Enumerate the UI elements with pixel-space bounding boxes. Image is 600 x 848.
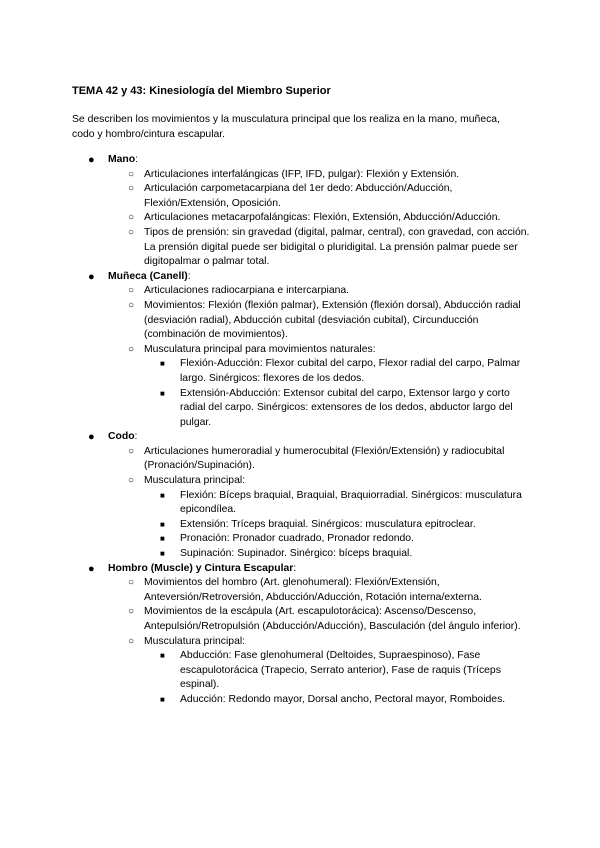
bullet-circle-icon: ○ (128, 299, 135, 311)
nested-item (144, 693, 532, 708)
bullet-square-icon: ■ (160, 651, 165, 661)
bullet-square-icon: ■ (160, 534, 165, 544)
nested-item-text: Abducción: Fase glenohumeral (Deltoides, Supraespinoso), Fase escapulotorácica (Trapecio, Serrato anterior), Fase de raquis (Tríceps espinal). (180, 650, 501, 691)
nested-item (144, 547, 532, 562)
nested-item-text: Extensión-Abducción: Extensor cubital del carpo, Extensor largo y corto radial del carpo. Sinérgicos: extensores de los dedos, abductor largo del pulgar. (180, 387, 513, 428)
bullet-circle-icon: ○ (128, 606, 135, 618)
intro-paragraph: Se describen los movimientos y la musculatura principal que los realiza en la mano, muñeca, codo y hombro/cintura escapular. (72, 114, 500, 140)
bullet-square-icon: ■ (160, 359, 165, 369)
section-sublist (108, 445, 532, 562)
bullet-disc-icon: ● (88, 562, 95, 575)
list-item-text: Movimientos: Flexión (flexión palmar), Extensión (flexión dorsal), Abducción radial (desviación radial), Abducción cubital (desviación cubital), Circunducción (combinación de movimientos). (144, 299, 521, 341)
list-item (108, 226, 532, 270)
bullet-square-icon: ■ (160, 519, 165, 529)
nested-item-text: Pronación: Pronador cuadrado, Pronador redondo. (180, 533, 414, 545)
list-item-text: Articulaciones interfalángicas (IFP, IFD, pulgar): Flexión y Extensión. (144, 168, 460, 180)
bullet-circle-icon: ○ (128, 635, 135, 647)
list-item-text: Articulaciones humeroradial y humerocubital (Flexión/Extensión) y radiocubital (Pronación/Supinación). (144, 445, 505, 472)
section-sublist (108, 168, 532, 270)
page-title: TEMA 42 y 43: Kinesiología del Miembro Superior (72, 85, 331, 97)
section-heading: Codo (108, 431, 135, 443)
list-item-text: Tipos de prensión: sin gravedad (digital, palmar, central), con gravedad, con acción. La prensión digital puede ser bidigital o pluridigital. La prensión palmar puede ser digitopalmar o palmar total. (144, 226, 530, 268)
list-item (108, 605, 532, 634)
bullet-circle-icon: ○ (128, 577, 135, 589)
nested-item (144, 357, 532, 386)
nested-item-text: Supinación: Supinador. Sinérgico: bíceps braquial. (180, 548, 413, 560)
nested-item-text: Aducción: Redondo mayor, Dorsal ancho, Pectoral mayor, Romboides. (180, 693, 506, 705)
bullet-disc-icon: ● (88, 431, 95, 444)
nested-sublist (144, 489, 532, 562)
bullet-circle-icon: ○ (128, 168, 135, 180)
list-item (108, 284, 532, 299)
section-sublist (108, 576, 532, 707)
list-item-text: Musculatura principal: (144, 475, 246, 487)
outline-list (72, 153, 532, 708)
nested-item-text: Flexión: Bíceps braquial, Braquial, Braquiorradial. Sinérgicos: musculatura epicondílea. (180, 489, 522, 516)
nested-item-text: Extensión: Tríceps braquial. Sinérgicos: musculatura epitroclear. (180, 518, 476, 530)
list-item (108, 168, 532, 183)
nested-item (144, 387, 532, 431)
nested-item (144, 518, 532, 533)
list-item (108, 299, 532, 343)
list-item (108, 635, 532, 708)
bullet-circle-icon: ○ (128, 475, 135, 487)
list-item (108, 182, 532, 211)
section-heading: Muñeca (Canell) (108, 270, 188, 282)
bullet-square-icon: ■ (160, 694, 165, 704)
list-item-text: Musculatura principal: (144, 635, 246, 647)
list-item-text: Articulaciones metacarpofalángicas: Flexión, Extensión, Abducción/Aducción. (144, 212, 501, 224)
list-item (108, 343, 532, 431)
nested-sublist (144, 357, 532, 430)
nested-sublist (144, 649, 532, 707)
section-item: ● Hombro (Muscle) y Cintura Escapular: ○ Movimientos del hombro (Art. glenohumeral): Flexión/Extensión, Anteversión/Retroversión, Abducción/Aducción, Rotación interna/externa. ○ Movimientos de la escápula (Art. escapulotorácica): Ascenso/Descenso, Antepulsión/Retropulsión (Abducción/Aducción), Basculación (del ángulo inferior). ○ Musculatura principal: ■ Abducción: Fase glenohumeral (Deltoides, Supraespinoso), Fase escapulotorácica (Trapecio, Serrato anterior), Fase de raquis (Tríceps espinal). ■ Aducción: Redondo mayor, Dorsal ancho, Pectoral mayor, Romboides. (72, 562, 532, 708)
nested-item (144, 649, 532, 693)
list-item-text: Movimientos del hombro (Art. glenohumeral): Flexión/Extensión, Anteversión/Retroversión, Abducción/Aducción, Rotación interna/externa. (144, 577, 482, 603)
nested-item (144, 489, 532, 518)
bullet-circle-icon: ○ (128, 285, 135, 297)
bullet-circle-icon: ○ (128, 445, 135, 457)
section-sublist (108, 284, 532, 430)
list-item-text: Articulación carpometacarpiana del 1er dedo: Abducción/Aducción, Flexión/Extensión, Oposición. (144, 183, 453, 209)
bullet-circle-icon: ○ (128, 183, 135, 195)
section-item: ● Mano: ○ Articulaciones interfalángicas (IFP, IFD, pulgar): Flexión y Extensión. ○ Articulación carpometacarpiana del 1er dedo: Abducción/Aducción, Flexión/Extensión, Oposición. ○ Articulaciones metacarpofalángicas: Flexión, Extensión, Abducción/Aducción. ○ Tipos de prensión: sin gravedad (digital, palmar, central), con gravedad, con acción. La prensión digital puede ser bidigital o pluridigital. La prensión palmar puede ser digitopalmar o palmar total. (72, 153, 532, 270)
bullet-disc-icon: ● (88, 154, 95, 166)
nested-item-text: Flexión-Aducción: Flexor cubital del carpo, Flexor radial del carpo, Palmar largo. Sinérgicos: flexores de los dedos. (180, 358, 521, 384)
list-item-text: Musculatura principal para movimientos naturales: (144, 343, 376, 355)
list-item (108, 445, 532, 474)
list-item (108, 211, 532, 226)
list-item (108, 474, 532, 562)
bullet-square-icon: ■ (160, 388, 165, 398)
bullet-circle-icon: ○ (128, 212, 135, 224)
section-heading: Mano (108, 154, 136, 165)
list-item-text: Movimientos de la escápula (Art. escapulotorácica): Ascenso/Descenso, Antepulsión/Retropulsión (Abducción/Aducción), Basculación (del ángulo inferior). (144, 606, 521, 632)
bullet-square-icon: ■ (160, 549, 165, 559)
section-item: ● Codo: ○ Articulaciones humeroradial y humerocubital (Flexión/Extensión) y radiocubital (Pronación/Supinación). ○ Musculatura principal: ■ Flexión: Bíceps braquial, Braquial, Braquiorradial. Sinérgicos: musculatura epicondílea. ■ Extensión: Tríceps braquial. Sinérgicos: musculatura epitroclear. ■ Pronación: Pronador cuadrado, Pronador redondo. ■ Supinación: Supinador. Sinérgico: bíceps braquial. (72, 430, 532, 561)
section-item: ● Muñeca (Canell): ○ Articulaciones radiocarpiana e intercarpiana. ○ Movimientos: Flexión (flexión palmar), Extensión (flexión dorsal), Abducción radial (desviación radial), Abducción cubital (desviación cubital), Circunducción (combinación de movimientos). ○ Musculatura principal para movimientos naturales: ■ Flexión-Aducción: Flexor cubital del carpo, Flexor radial del carpo, Palmar largo. Sinérgicos: flexores de los dedos. ■ Extensión-Abducción: Extensor cubital del carpo, Extensor largo y corto radial del carpo. Sinérgicos: extensores de los dedos, abductor largo del pulgar. (72, 270, 532, 431)
list-item-text: Articulaciones radiocarpiana e intercarpiana. (144, 285, 350, 297)
bullet-circle-icon: ○ (128, 343, 135, 355)
bullet-circle-icon: ○ (128, 226, 135, 238)
bullet-square-icon: ■ (160, 490, 165, 500)
bullet-disc-icon: ● (88, 270, 95, 283)
list-item (108, 576, 532, 605)
nested-item (144, 532, 532, 547)
section-heading: Hombro (Muscle) y Cintura Escapular (108, 562, 294, 574)
